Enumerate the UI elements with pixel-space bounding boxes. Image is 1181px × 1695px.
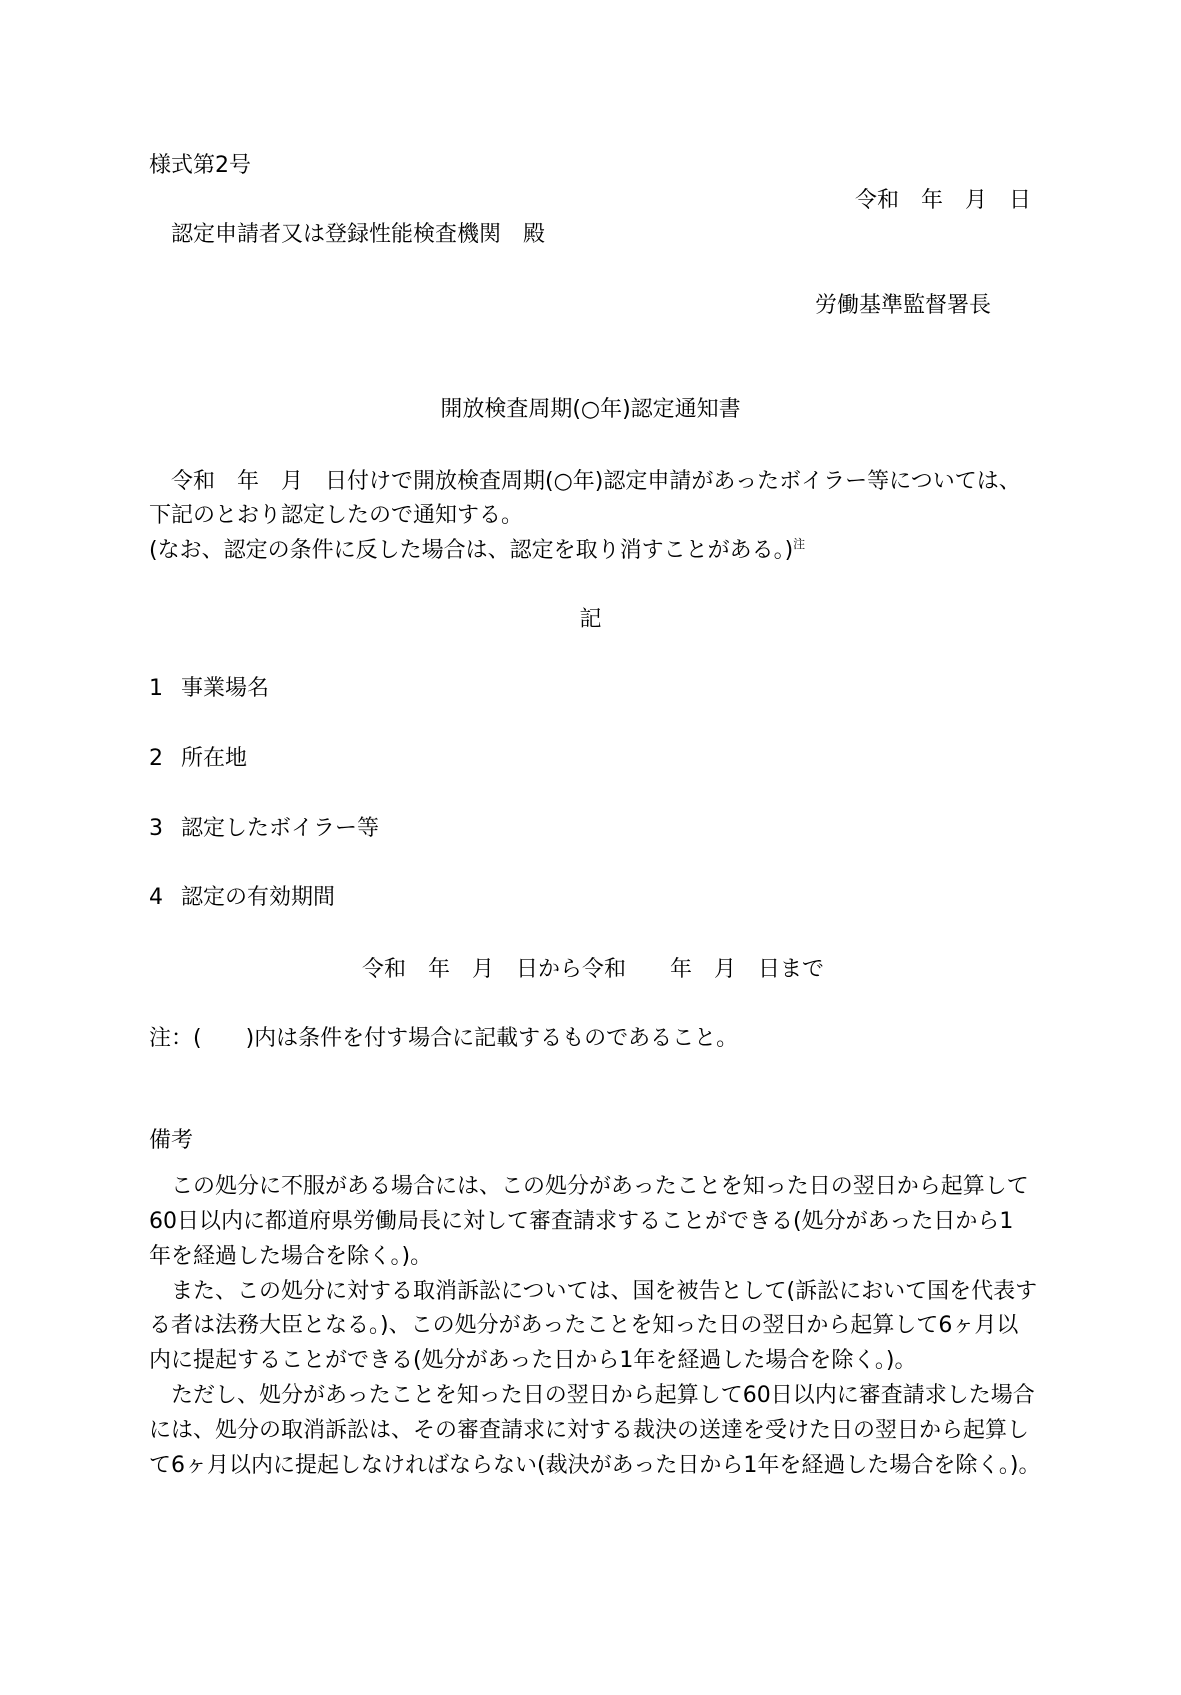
- ki-heading: 記: [579, 607, 602, 632]
- item-label: 認定の有効期間: [181, 885, 336, 910]
- item-number: 3: [149, 816, 163, 841]
- validity-period: 令和 年 月 日から令和 年 月 日まで: [362, 957, 825, 982]
- body-line: (なお、認定の条件に反した場合は、認定を取り消すことがある。): [149, 538, 794, 563]
- item-label: 認定したボイラー等: [181, 816, 380, 841]
- item-number: 4: [149, 885, 163, 910]
- remarks-line: ただし、処分があったことを知った日の翌日から起算して60日以内に審査請求した場合: [149, 1383, 1035, 1408]
- item-boilers: [149, 818, 379, 840]
- item-number: 1: [149, 676, 163, 701]
- item-number: 2: [149, 746, 163, 771]
- issue-date: 令和 年 月 日: [854, 188, 1031, 213]
- sender: 労働基準監督署長: [815, 293, 992, 318]
- item-location: [149, 748, 247, 770]
- remarks-line: また、この処分に対する取消訴訟については、国を被告として(訴訟において国を代表す: [149, 1279, 1038, 1304]
- note: 注：( )内は条件を付す場合に記載するものであること。: [149, 1026, 739, 1051]
- item-label: 所在地: [181, 746, 248, 771]
- body-line: 令和 年 月 日付けで開放検査周期(○年)認定申請があったボイラー等については、: [149, 469, 1021, 494]
- remarks-line: る者は法務大臣となる。)、この処分があったことを知った日の翌日から起算して6ヶ月以: [149, 1313, 1019, 1338]
- document-title: 開放検査周期(○年)認定通知書: [440, 397, 741, 422]
- remarks-line: には、処分の取消訴訟は、その審査請求に対する裁決の送達を受けた日の翌日から起算し: [149, 1418, 1030, 1443]
- body-line-conditions: [149, 537, 806, 563]
- item-business-name: [149, 678, 269, 700]
- form-number: 様式第2号: [149, 153, 251, 178]
- remarks-line: 年を経過した場合を除く。)。: [149, 1244, 433, 1269]
- addressee: 認定申請者又は登録性能検査機関 殿: [171, 222, 546, 247]
- remarks-line: て6ヶ月以内に提起しなければならない(裁決があった日から1年を経過した場合を除く。)。: [149, 1453, 1041, 1478]
- note-mark: 注: [793, 537, 806, 551]
- remarks-line: この処分に不服がある場合には、この処分があったことを知った日の翌日から起算して: [149, 1174, 1029, 1199]
- remarks-line: 60日以内に都道府県労働局長に対して審査請求することができる(処分があった日から1: [149, 1209, 1014, 1234]
- item-label: 事業場名: [181, 676, 270, 701]
- remarks-line: 内に提起することができる(処分があった日から1年を経過した場合を除く。)。: [149, 1348, 917, 1373]
- body-line: 下記のとおり認定したので通知する。: [149, 503, 524, 528]
- remarks-heading: 備考: [149, 1128, 194, 1153]
- item-validity: [149, 887, 335, 909]
